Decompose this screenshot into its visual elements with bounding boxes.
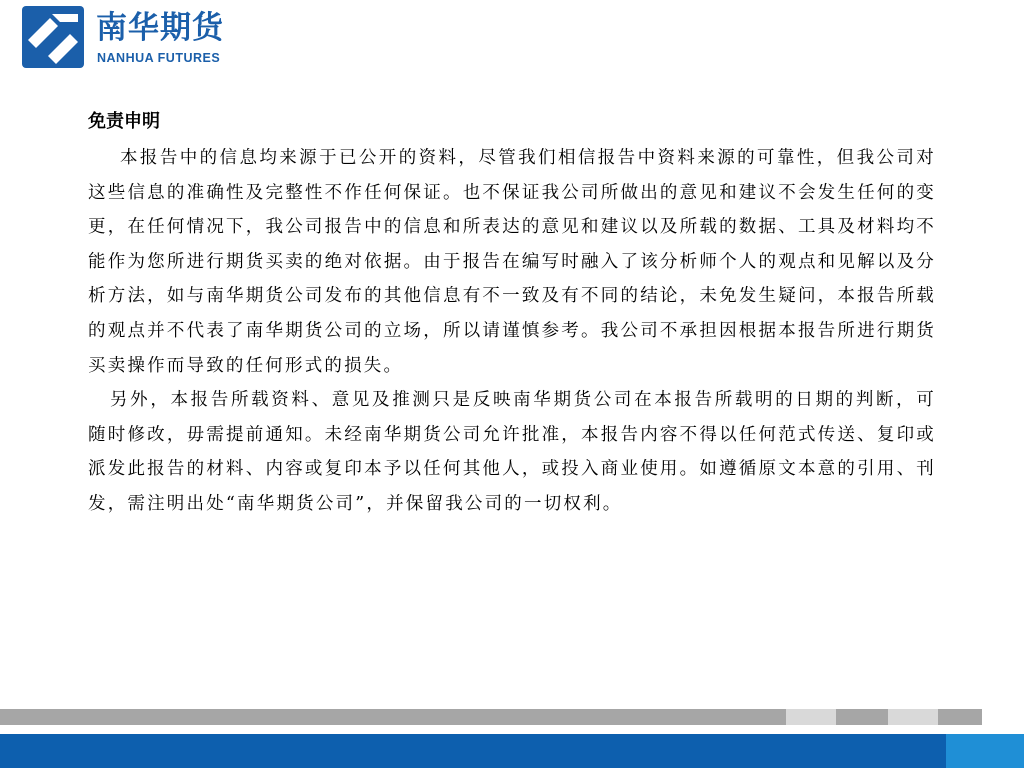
footer-white-edge [982, 709, 1024, 725]
disclaimer-title: 免责申明 [88, 111, 160, 132]
nanhua-logo-icon [22, 6, 84, 68]
company-logo [22, 6, 262, 72]
disclaimer-paragraph-1: 本报告中的信息均来源于已公开的资料，尽管我们相信报告中资料来源的可靠性，但我公司对这些信息的准确性及完整性不作任何保证。也不保证我公司所做出的意见和建议不会发生任何的变更，在任何情况下，我公司报告中的信息和所表达的意见和建议以及所载的数据、工具及材料均不能作为您所进行期货买卖的绝对依据。由于报告在编写时融入了该分析师个人的观点和见解以及分析方法，如与南华期货公司发布的其他信息有不一致及有不同的结论，未免发生疑问，本报告所载的观点并不代表了南华期货公司的立场，所以请谨慎参考。我公司不承担因根据本报告所进行期货买卖操作而导致的任何形式的损失。 [88, 148, 936, 376]
footer-gray-bar [0, 709, 1024, 725]
disclaimer-section [88, 106, 936, 522]
footer-light-segment-1 [786, 709, 836, 725]
disclaimer-paragraph-2: 另外，本报告所载资料、意见及推测只是反映南华期货公司在本报告所载明的日期的判断，可随时修改，毋需提前通知。未经南华期货公司允许批准，本报告内容不得以任何范式传送、复印或派发此报告的材料、内容或复印本予以任何其他人，或投入商业使用。如遵循原文本意的引用、刊发，需注明出处“南华期货公司”，并保留我公司的一切权利。 [88, 390, 936, 514]
footer-blue-bar [0, 734, 1024, 768]
footer-light-segment-2 [888, 709, 938, 725]
brand-name-cn: 南华期货 [96, 10, 224, 46]
brand-name-en: NANHUA FUTURES [97, 51, 221, 65]
footer-light-blue-block [946, 734, 1024, 768]
